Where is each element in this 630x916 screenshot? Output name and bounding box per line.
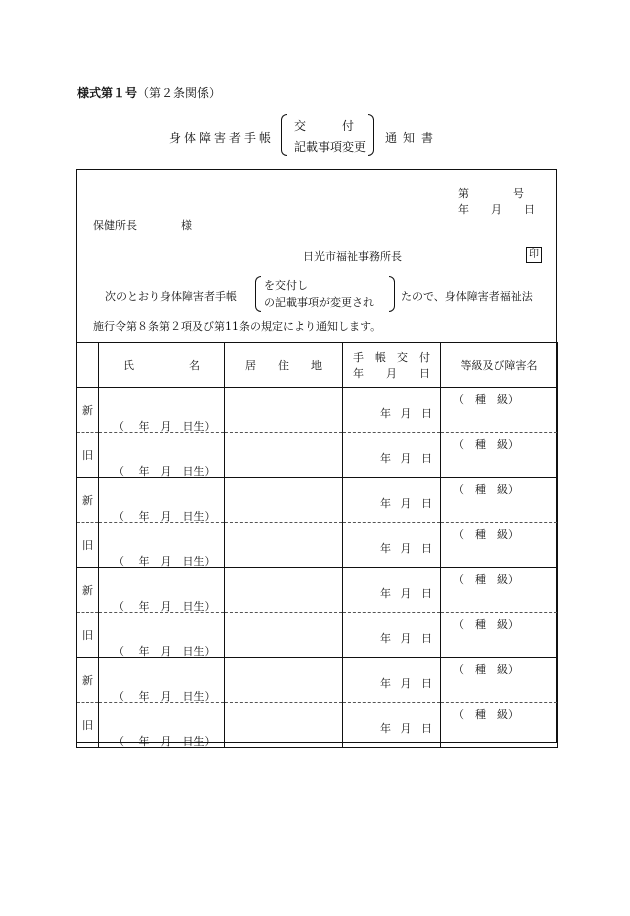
issue-date: 年 月 日 (380, 587, 432, 600)
issue-date: 年 月 日 (380, 722, 432, 735)
body-suffix: たので、身体障害者福祉法 (401, 290, 533, 303)
grade-cell[interactable] (441, 478, 558, 523)
address-cell[interactable] (225, 388, 343, 433)
table-row (77, 478, 558, 523)
row-label: 新 (77, 658, 99, 703)
table-row (77, 703, 558, 748)
birth-date: （ 年 月 日生） (113, 555, 216, 568)
body-option-issue: を交付し (264, 279, 308, 292)
issue-date: 年 月 日 (380, 497, 432, 510)
row-label: 旧 (77, 433, 99, 478)
birth-date: （ 年 月 日生） (113, 690, 216, 703)
name-cell[interactable] (99, 523, 225, 568)
title-right-bracket (368, 114, 374, 156)
issue-date: 年 月 日 (380, 407, 432, 420)
birth-date: （ 年 月 日生） (113, 735, 216, 748)
name-cell[interactable] (99, 703, 225, 748)
body-left-bracket (255, 276, 261, 312)
title-suffix: 通知書 (385, 131, 440, 145)
header-issue-top: 手 帳 交 付 (353, 351, 430, 364)
form-relation: （第２条関係） (137, 86, 222, 100)
number-label: 第 号 (458, 187, 524, 200)
address-cell[interactable] (225, 478, 343, 523)
form-number: 様式第１号 (77, 86, 138, 100)
issue-date-cell[interactable] (343, 568, 441, 613)
birth-date: （ 年 月 日生） (113, 645, 216, 658)
name-cell[interactable] (99, 658, 225, 703)
address-cell[interactable] (225, 703, 343, 748)
address-cell[interactable] (225, 433, 343, 478)
issue-date-cell[interactable] (343, 388, 441, 433)
body-prefix: 次のとおり身体障害者手帳 (105, 290, 237, 303)
name-cell[interactable] (99, 388, 225, 433)
table-row (77, 568, 558, 613)
address-cell[interactable] (225, 523, 343, 568)
grade-text: （ 種 級） (453, 708, 519, 721)
issue-date-cell[interactable] (343, 613, 441, 658)
seal-mark: 印 (526, 247, 542, 263)
header-grade: 等級及び障害名 (441, 343, 558, 388)
issue-date-cell[interactable] (343, 703, 441, 748)
name-cell[interactable] (99, 478, 225, 523)
issue-date-cell[interactable] (343, 658, 441, 703)
body-option-change: の記載事項が変更され (264, 296, 374, 309)
grade-cell[interactable] (441, 613, 558, 658)
table-row (77, 433, 558, 478)
row-label: 旧 (77, 703, 99, 748)
issuer: 日光市福祉事務所長 (303, 250, 402, 263)
header-address: 居 住 地 (225, 343, 343, 388)
row-label: 旧 (77, 523, 99, 568)
address-cell[interactable] (225, 658, 343, 703)
issue-date: 年 月 日 (380, 632, 432, 645)
address-cell[interactable] (225, 568, 343, 613)
header-label-cell (77, 343, 99, 388)
grade-text: （ 種 級） (453, 618, 519, 631)
title-option-issue: 交 付 (294, 119, 355, 133)
grade-cell[interactable] (441, 568, 558, 613)
issue-date-cell[interactable] (343, 523, 441, 568)
body-line-2: 施行令第８条第２項及び第11条の規定により通知します。 (93, 320, 382, 333)
form-label (77, 84, 221, 101)
row-label: 新 (77, 568, 99, 613)
birth-date: （ 年 月 日生） (113, 465, 216, 478)
name-cell[interactable] (99, 568, 225, 613)
header-issue-date (343, 343, 441, 388)
table-row (77, 388, 558, 433)
grade-text: （ 種 級） (453, 438, 519, 451)
notification-table (76, 342, 558, 748)
issue-date-cell[interactable] (343, 478, 441, 523)
grade-text: （ 種 級） (453, 573, 519, 586)
table-row (77, 613, 558, 658)
birth-date: （ 年 月 日生） (113, 510, 216, 523)
table-row (77, 523, 558, 568)
header-name: 氏 名 (99, 343, 225, 388)
grade-cell[interactable] (441, 433, 558, 478)
header-issue-bottom: 年 月 日 (353, 367, 430, 380)
row-label: 旧 (77, 613, 99, 658)
issue-date-cell[interactable] (343, 433, 441, 478)
issue-date: 年 月 日 (380, 452, 432, 465)
title-prefix: 身体障害者手帳 (169, 131, 275, 145)
title-left-bracket (281, 114, 287, 156)
grade-text: （ 種 級） (453, 663, 519, 676)
issue-date: 年 月 日 (380, 542, 432, 555)
grade-cell[interactable] (441, 658, 558, 703)
title-option-change: 記載事項変更 (294, 140, 367, 154)
grade-cell[interactable] (441, 388, 558, 433)
body-right-bracket (389, 276, 395, 312)
grade-text: （ 種 級） (453, 528, 519, 541)
issue-date: 年 月 日 (380, 677, 432, 690)
name-cell[interactable] (99, 433, 225, 478)
table-row (77, 658, 558, 703)
birth-date: （ 年 月 日生） (113, 420, 216, 433)
grade-text: （ 種 級） (453, 393, 519, 406)
address-cell[interactable] (225, 613, 343, 658)
row-label: 新 (77, 388, 99, 433)
name-cell[interactable] (99, 613, 225, 658)
grade-cell[interactable] (441, 523, 558, 568)
birth-date: （ 年 月 日生） (113, 600, 216, 613)
row-label: 新 (77, 478, 99, 523)
grade-cell[interactable] (441, 703, 558, 748)
addressee: 保健所長 様 (93, 219, 192, 232)
grade-text: （ 種 級） (453, 483, 519, 496)
date-label: 年 月 日 (458, 203, 535, 216)
